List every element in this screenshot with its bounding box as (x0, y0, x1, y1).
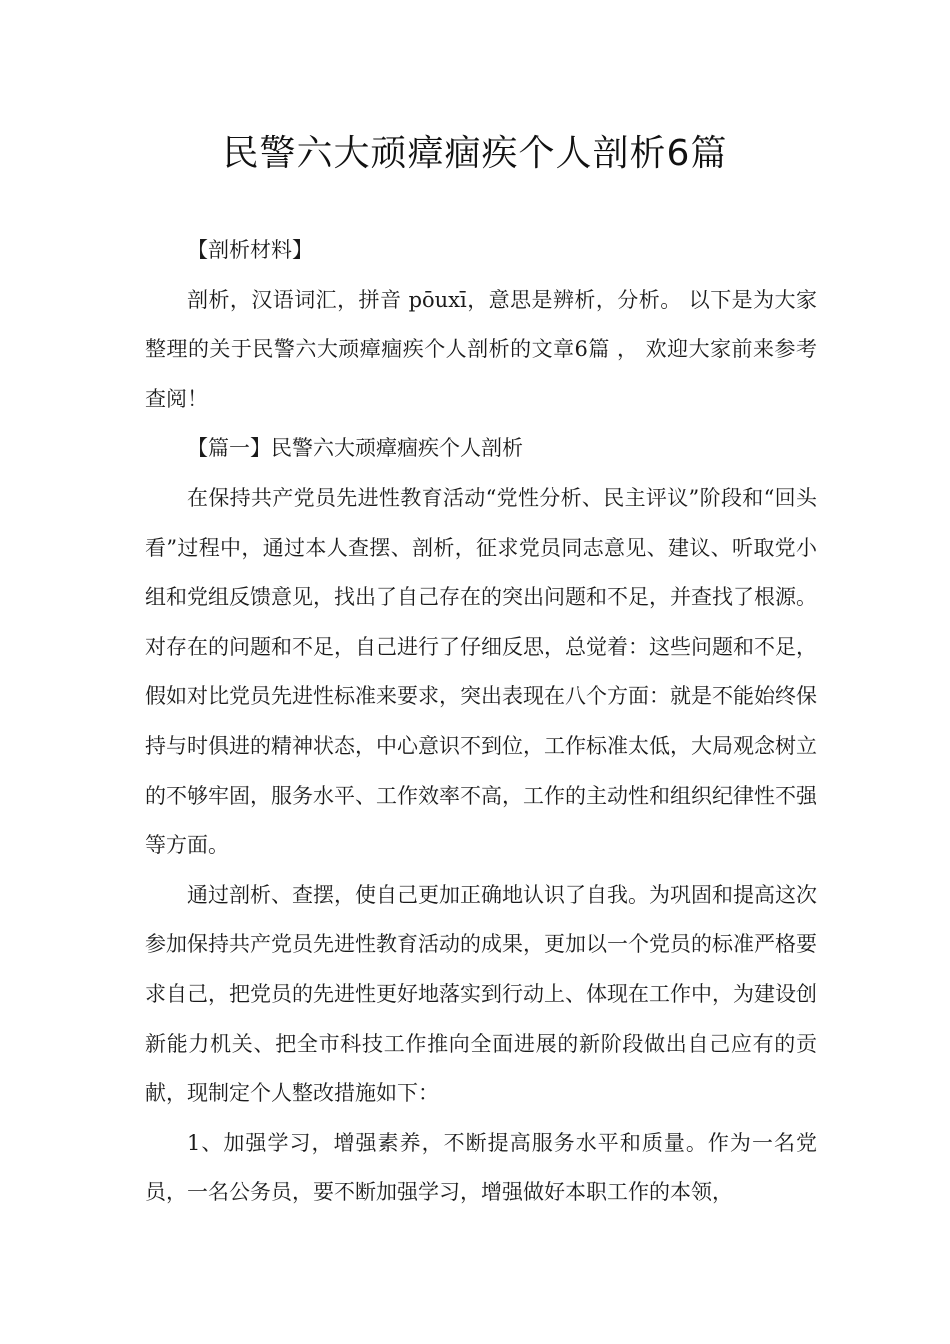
document-title: 民警六大顽瘴痼疾个人剖析6篇 (222, 133, 728, 174)
body-paragraph: 在保持共产党员先进性教育活动“党性分析、民主评议”阶段和“回头看”过程中，通过本人查摆、剖析，征求党员同志意见、建议、听取党小组和党组反馈意见，找出了自己存在的突出问题和不足，并查找了根源。对存在的问题和不足，自己进行了仔细反思，总觉着：这些问题和不足，假如对比党员先进性标准来要求，突出表现在八个方面：就是不能始终保持与时俱进的精神状态，中心意识不到位，工作标准太低，大局观念树立的不够牢固，服务水平、工作效率不高，工作的主动性和组织纪律性不强等方面。 (145, 485, 817, 858)
section-heading-material: 【剖析材料】 (187, 238, 313, 262)
intro-paragraph: 剖析，汉语词汇，拼音 pōuxī，意思是辨析，分析。 以下是为大家整理的关于民警六大顽瘴痼疾个人剖析的文章6篇 ， 欢迎大家前来参考查阅！ (145, 287, 817, 411)
section-heading-part-one: 【篇一】民警六大顽瘴痼疾个人剖析 (187, 436, 523, 461)
document-body (145, 226, 817, 1218)
body-paragraph: 通过剖析、查摆，使自己更加正确地认识了自我。为巩固和提高这次参加保持共产党员先进性教育活动的成果，更加以一个党员的标准严格要求自己，把党员的先进性更好地落实到行动上、体现在工作中，为建设创新能力机关、把全市科技工作推向全面进展的新阶段做出自己应有的贡献，现制定个人整改措施如下： (145, 882, 817, 1106)
list-item-paragraph: 1、加强学习，增强素养，不断提高服务水平和质量。作为一名党员，一名公务员，要不断加强学习，增强做好本职工作的本领， (145, 1130, 817, 1205)
